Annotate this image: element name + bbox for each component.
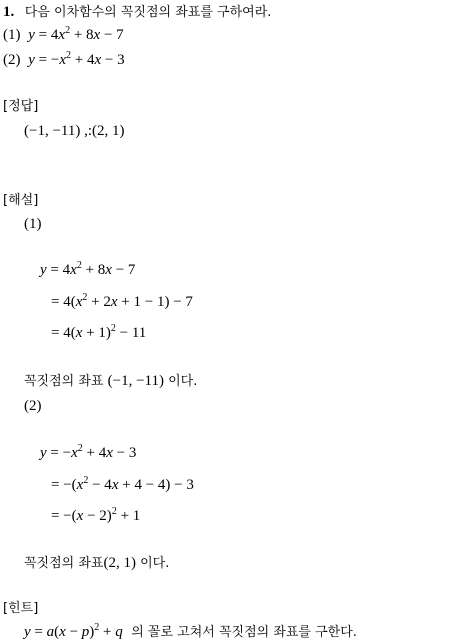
problem-number: 1.: [3, 4, 15, 20]
conclusion2-suffix: 이다.: [135, 556, 170, 571]
hint-formula: $y = a(x - p)^2 + q$: [24, 622, 123, 640]
hint-line: [24, 624, 357, 641]
derivation2-line1: $y = -x^2 + 4x - 3$: [40, 443, 137, 461]
conclusion1-prefix: 꼭짓점의 좌표: [24, 374, 108, 389]
conclusion2-point: (2, 1): [103, 555, 136, 571]
explanation-part1-conclusion: [24, 373, 197, 390]
answer-header: [정답]: [3, 99, 39, 114]
derivation2-line2: = $-(x^2 - 4x + 4 - 4) - 3$: [51, 475, 194, 493]
explanation-part2-conclusion: [24, 555, 169, 572]
item-equation-1: $y = 4x^2 + 8x - 7$: [28, 25, 124, 43]
item-label-1: (1): [3, 27, 21, 43]
conclusion1-suffix: 이다.: [163, 374, 198, 389]
explanation-part2-label: (2): [24, 398, 42, 414]
explanation-part1-label: (1): [24, 216, 42, 232]
problem-statement: [3, 4, 271, 21]
item-label-2: (2): [3, 52, 21, 68]
derivation1-line3: = $4(x + 1)^2 - 11$: [51, 323, 147, 341]
conclusion2-prefix: 꼭짓점의 좌표: [24, 556, 104, 571]
conclusion1-point: (−1, −11): [107, 373, 164, 389]
derivation2-line3: = $-(x - 2)^2 + 1$: [51, 506, 141, 524]
problem-item-2: [3, 52, 125, 68]
problem-item-1: [3, 27, 124, 43]
item-equation-2: $y = -x^2 + 4x - 3$: [28, 50, 125, 68]
derivation1-line1: $y = 4x^2 + 8x - 7$: [40, 260, 136, 278]
hint-text: 의 꼴로 고쳐서 꼭짓점의 좌표를 구한다.: [131, 625, 357, 640]
explanation-header: [해설]: [3, 193, 39, 208]
problem-question: 다음 이차함수의 꼭짓점의 좌표를 구하여라.: [24, 5, 272, 20]
answer-text: (−1, −11) ,:(2, 1): [24, 123, 125, 139]
derivation1-line2: = $4(x^2 + 2x + 1 - 1) - 7$: [51, 292, 193, 310]
hint-header: [힌트]: [3, 601, 39, 616]
